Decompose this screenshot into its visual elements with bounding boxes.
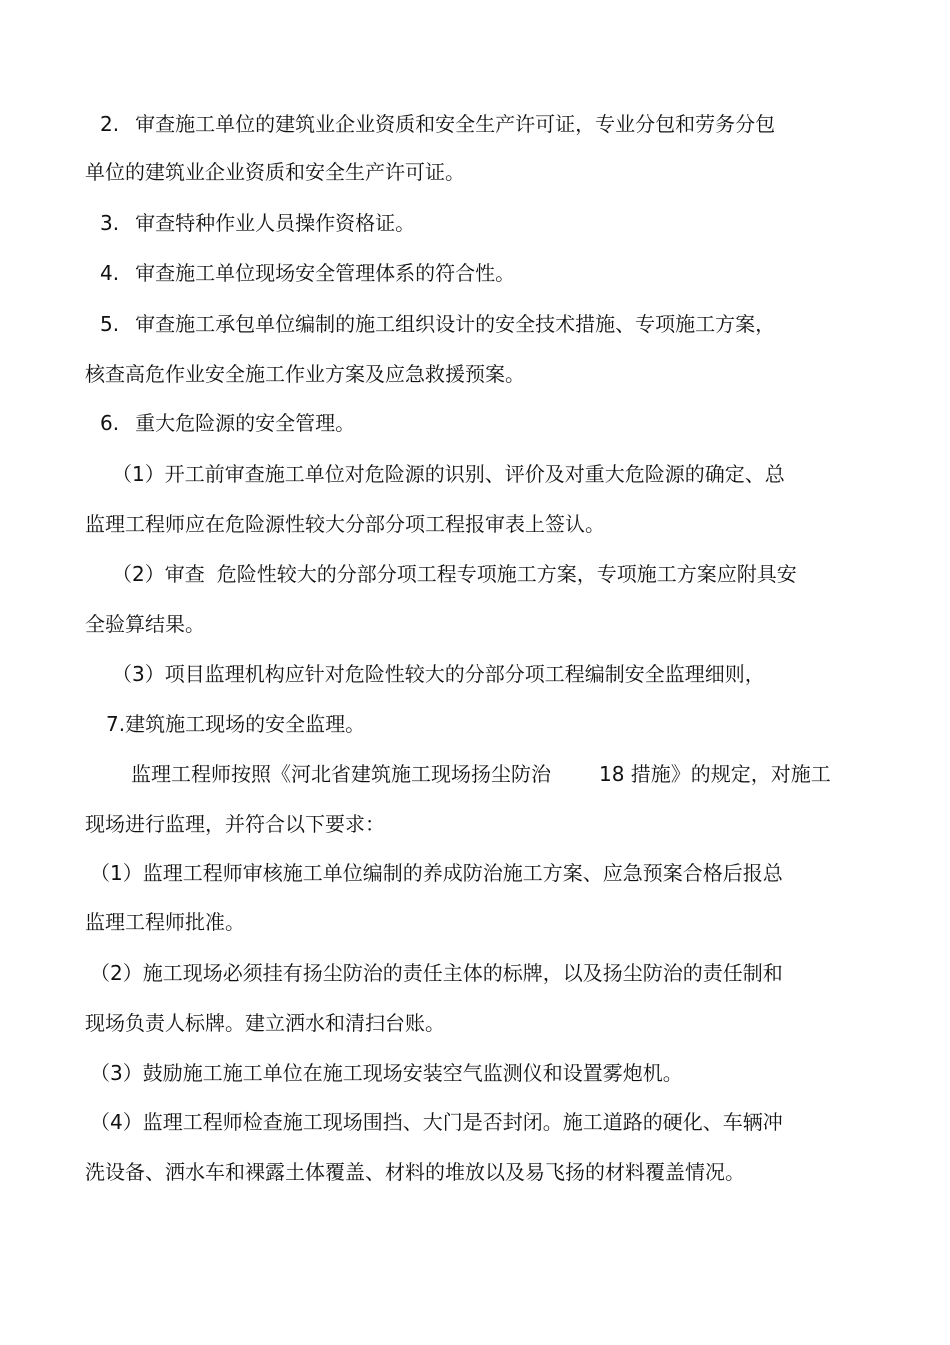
item-7-intro-line-2: 现场进行监理，并符合以下要求： bbox=[85, 812, 385, 836]
item-4 bbox=[100, 259, 515, 287]
item-6-sub-2-line-1 bbox=[112, 560, 797, 588]
item-7-intro-part-b: 18 措施》的规定，对施工 bbox=[599, 762, 831, 786]
item-6-sub-3-line-1: （3）项目监理机构应针对危险性较大的分部分项工程编制安全监理细则， bbox=[112, 662, 765, 686]
item-5-line-2: 核查高危作业安全施工作业方案及应急救援预案。 bbox=[85, 362, 525, 386]
item-2-number: 2. bbox=[100, 112, 120, 136]
item-2-text: 审查施工单位的建筑业企业资质和安全生产许可证，专业分包和劳务分包 bbox=[135, 112, 776, 136]
item-3-text: 审查特种作业人员操作资格证。 bbox=[135, 211, 416, 235]
item-6-sub-2-prefix: （2）审查 bbox=[112, 562, 205, 586]
item-7-req-1-line-1: （1）监理工程师审核施工单位编制的养成防治施工方案、应急预案合格后报总 bbox=[90, 861, 783, 885]
item-5-text: 审查施工承包单位编制的施工组织设计的安全技术措施、专项施工方案， bbox=[135, 312, 776, 336]
item-7-req-3-line-1: （3）鼓励施工施工单位在施工现场安装空气监测仪和设置雾炮机。 bbox=[90, 1061, 683, 1085]
item-6-text: 重大危险源的安全管理。 bbox=[135, 411, 356, 435]
item-3 bbox=[100, 209, 415, 237]
item-5-number: 5. bbox=[100, 312, 120, 336]
item-6 bbox=[100, 409, 355, 437]
item-7-req-1-line-2: 监理工程师批准。 bbox=[85, 910, 245, 934]
item-4-text: 审查施工单位现场安全管理体系的符合性。 bbox=[135, 261, 516, 285]
item-7-intro-part-a: 监理工程师按照《河北省建筑施工现场扬尘防治 bbox=[131, 762, 551, 786]
item-6-sub-1-line-1: （1）开工前审查施工单位对危险源的识别、评价及对重大危险源的确定、总 bbox=[112, 462, 785, 486]
item-2-line-2: 单位的建筑业企业资质和安全生产许可证。 bbox=[85, 160, 465, 184]
item-7-heading: 7.建筑施工现场的安全监理。 bbox=[106, 712, 366, 736]
item-7-req-4-line-1: （4）监理工程师检查施工现场围挡、大门是否封闭。施工道路的硬化、车辆冲 bbox=[90, 1110, 783, 1134]
item-7-req-2-line-1: （2）施工现场必须挂有扬尘防治的责任主体的标牌，以及扬尘防治的责任制和 bbox=[90, 961, 783, 985]
item-6-sub-2-line-2: 全验算结果。 bbox=[85, 612, 205, 636]
item-4-number: 4. bbox=[100, 261, 120, 285]
item-2-line-1 bbox=[100, 110, 775, 138]
item-6-sub-1-line-2: 监理工程师应在危险源性较大分部分项工程报审表上签认。 bbox=[85, 512, 605, 536]
item-7-intro-line-1 bbox=[131, 760, 831, 788]
item-6-number: 6. bbox=[100, 411, 120, 435]
item-6-sub-2-text: 危险性较大的分部分项工程专项施工方案，专项施工方案应附具安 bbox=[216, 562, 797, 586]
item-3-number: 3. bbox=[100, 211, 120, 235]
item-5-line-1 bbox=[100, 310, 775, 338]
item-7-req-4-line-2: 洗设备、洒水车和裸露土体覆盖、材料的堆放以及易飞扬的材料覆盖情况。 bbox=[85, 1160, 745, 1184]
item-7-req-2-line-2: 现场负责人标牌。建立洒水和清扫台账。 bbox=[85, 1011, 445, 1035]
